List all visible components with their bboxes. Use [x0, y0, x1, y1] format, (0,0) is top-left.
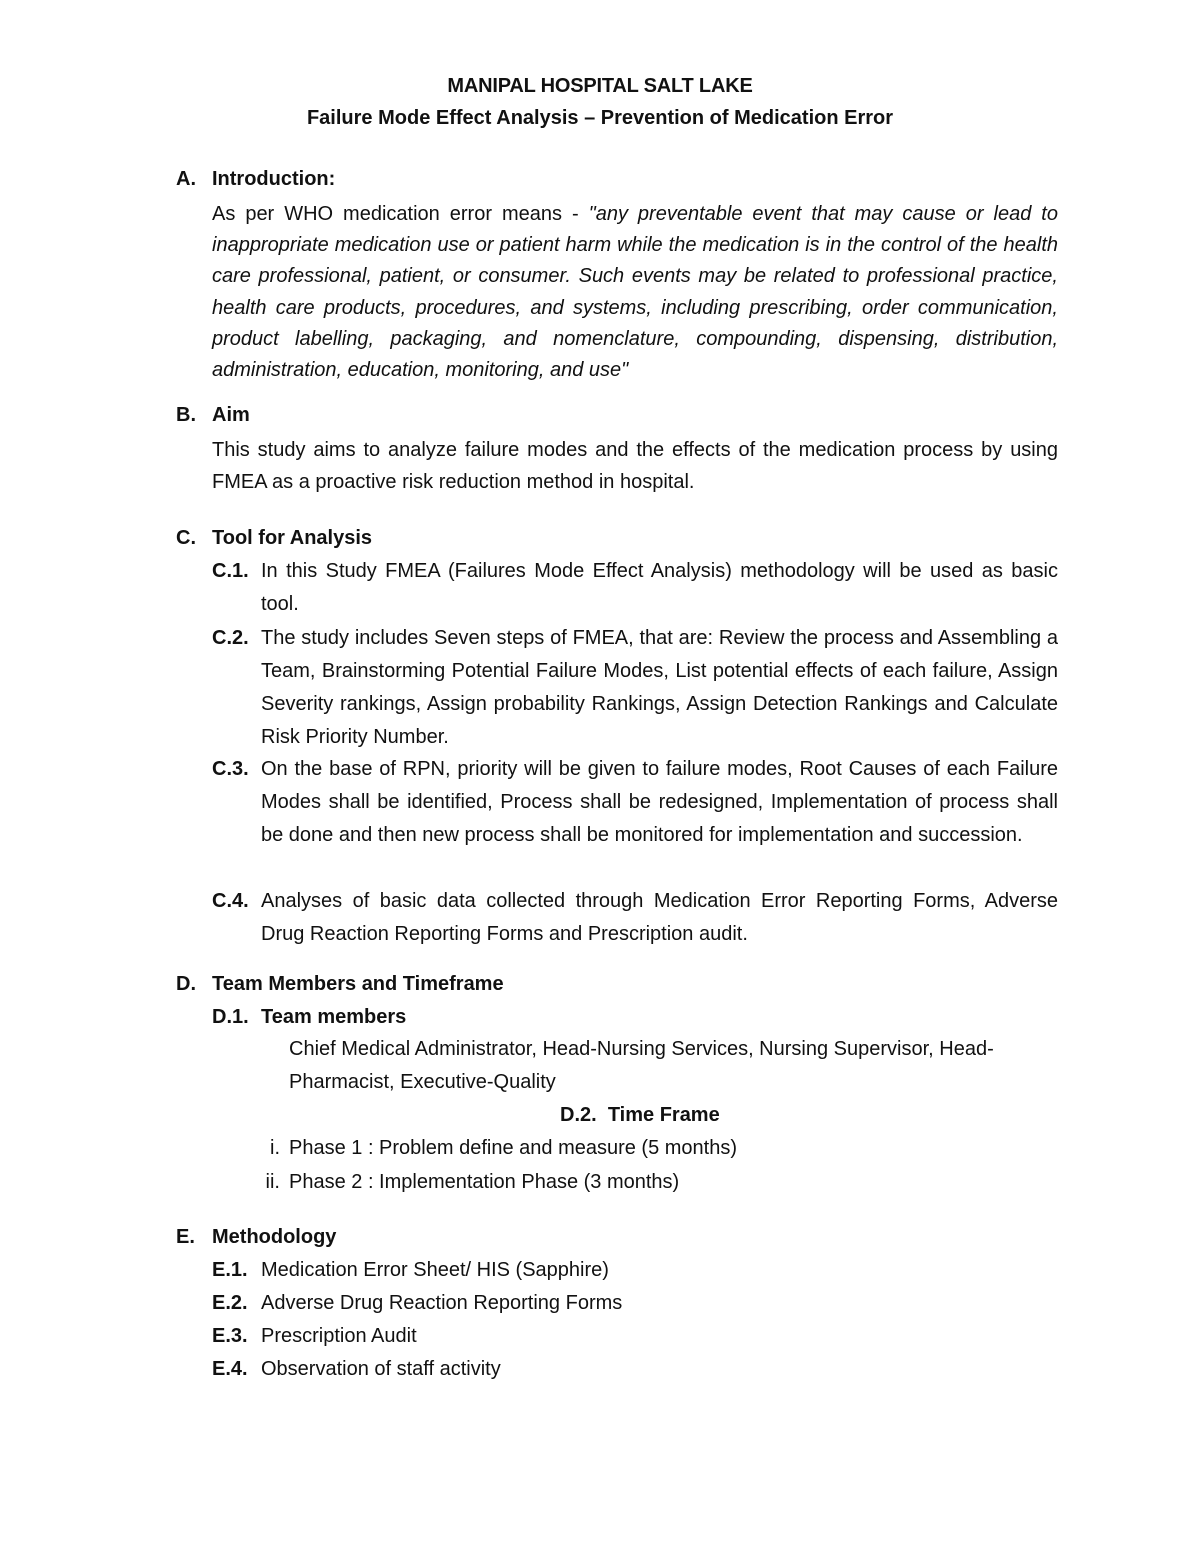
tool-item-number: C.3. [212, 758, 249, 780]
tool-item-text: In this Study FMEA (Failures Mode Effect Analysis) methodology will be used as basic tool. [261, 560, 1058, 615]
phase-text: Phase 2 : Implementation Phase (3 months) [289, 1171, 680, 1193]
section-c-letter: C. [176, 527, 196, 549]
method-item-number: E.1. [212, 1259, 248, 1281]
team-members-number: D.1. [212, 1006, 249, 1028]
document-title: MANIPAL HOSPITAL SALT LAKE [447, 75, 753, 97]
method-item-number: E.2. [212, 1292, 248, 1314]
tool-item-text: On the base of RPN, priority will be given to failure modes, Root Causes of each Failure Modes shall be identified, Process shall be redesigned, Implementation of process shall be done and then new process shall be monitored for implementation and succession. [261, 758, 1058, 846]
section-b-letter: B. [176, 404, 196, 426]
method-item-number: E.4. [212, 1358, 248, 1380]
section-e-title: Methodology [212, 1226, 337, 1248]
tool-item-text: The study includes Seven steps of FMEA, that are: Review the process and Assembling a Team, Brainstorming Potential Failure Modes, List potential effects of each failure, Assign Severity rankings, Assign probability Rankings, Assign Detection Rankings and Calculate Risk Priority Number. [261, 627, 1058, 748]
tool-item-number: C.4. [212, 890, 249, 912]
method-item-text: Prescription Audit [261, 1325, 417, 1347]
introduction-lead: As per WHO medication error means - [212, 203, 589, 225]
method-item-number: E.3. [212, 1325, 248, 1347]
tool-item-text: Analyses of basic data collected through Medication Error Reporting Forms, Adverse Drug Reaction Reporting Forms and Prescription audit. [261, 890, 1058, 945]
section-c-title: Tool for Analysis [212, 527, 373, 549]
tool-item-number: C.2. [212, 627, 249, 649]
introduction-paragraph [212, 199, 1058, 386]
phase-number: ii. [265, 1171, 280, 1193]
section-d-letter: D. [176, 973, 196, 995]
section-a-letter: A. [176, 168, 196, 190]
timeframe-heading [560, 1104, 720, 1127]
method-item-text: Medication Error Sheet/ HIS (Sapphire) [261, 1259, 609, 1281]
section-b-title: Aim [212, 404, 250, 426]
phase-text: Phase 1 : Problem define and measure (5 months) [289, 1137, 738, 1159]
section-a-title: Introduction: [212, 168, 336, 190]
team-members-list: Chief Medical Administrator, Head-Nursing Services, Nursing Supervisor, Head-Pharmacist, Executive-Quality [289, 1038, 994, 1093]
method-item-text: Observation of staff activity [261, 1358, 501, 1380]
aim-paragraph: This study aims to analyze failure modes and the effects of the medication process by using FMEA as a proactive risk reduction method in hospital. [212, 439, 1058, 493]
team-members-title: Team members [261, 1006, 407, 1028]
document-subtitle: Failure Mode Effect Analysis – Prevention of Medication Error [306, 107, 894, 129]
method-item-text: Adverse Drug Reaction Reporting Forms [261, 1292, 623, 1314]
section-e-letter: E. [176, 1226, 195, 1248]
tool-item-number: C.1. [212, 560, 249, 582]
section-d-title: Team Members and Timeframe [212, 973, 504, 995]
timeframe-number: D.2. [560, 1104, 597, 1126]
timeframe-title: Time Frame [607, 1104, 720, 1126]
who-definition-quote: "any preventable event that may cause or lead to inappropriate medication use or patient harm while the medication is in the control of the health care professional, patient, or consumer. Such events may be related to professional practice, health care products, procedures, and systems, including prescribing, order communication, product labelling, packaging, and nomenclature, compounding, dispensing, distribution, administration, education, monitoring, and use" [212, 203, 1058, 382]
phase-number: i. [270, 1137, 280, 1159]
